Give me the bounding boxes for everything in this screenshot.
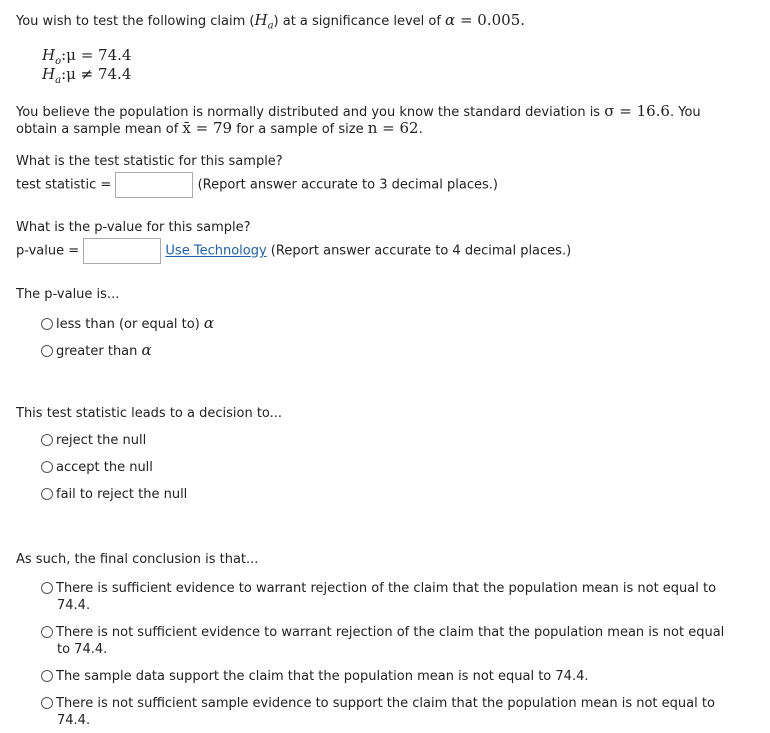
radio-button[interactable] xyxy=(41,670,53,682)
intro-line xyxy=(16,11,525,32)
alpha-symbol: α xyxy=(203,314,215,332)
option-label: accept the null xyxy=(56,460,153,475)
intro-middle: ) at a significance level of xyxy=(273,14,446,29)
alpha-symbol: α xyxy=(445,11,456,29)
intro-prefix: You wish to test the following claim ( xyxy=(16,14,255,29)
decision-option-fail-to-reject[interactable] xyxy=(41,487,187,502)
test-statistic-label: test statistic = xyxy=(16,177,112,193)
option-label: fail to reject the null xyxy=(56,487,188,502)
setup-text-2-end: . xyxy=(418,122,423,137)
compare-question: The p-value is... xyxy=(16,287,120,302)
radio-button[interactable] xyxy=(41,461,53,473)
conclusion-option-3[interactable] xyxy=(41,668,731,685)
null-hypothesis xyxy=(42,46,131,67)
alternative-hypothesis xyxy=(42,65,131,86)
setup-text-2-mid: for a sample of size xyxy=(232,122,368,137)
h0-subscript: o xyxy=(55,56,62,67)
conclusion-option-4[interactable] xyxy=(41,695,731,729)
option-label: The sample data support the claim that the population mean is not equal to 74.4. xyxy=(56,669,589,684)
decision-question: This test statistic leads to a decision to... xyxy=(16,406,283,421)
radio-button[interactable] xyxy=(41,345,53,357)
radio-button[interactable] xyxy=(41,626,53,638)
pvalue-row xyxy=(16,238,571,264)
use-technology-link[interactable]: Use Technology xyxy=(165,243,267,259)
option-label: reject the null xyxy=(56,433,147,448)
option-label: There is not sufficient evidence to warrant rejection of the claim that the population mean is not equal to 74.4. xyxy=(56,625,725,657)
compare-option-greater[interactable] xyxy=(41,341,152,359)
decision-option-accept[interactable] xyxy=(41,460,153,475)
sample-mean-value: x̄ = 79 xyxy=(182,119,233,137)
claim-subscript: a xyxy=(267,20,274,32)
ha-relation: :μ ≠ 74.4 xyxy=(61,65,132,83)
radio-button[interactable] xyxy=(41,697,53,709)
setup-text-1: You believe the population is normally distributed and you know the standard deviation is xyxy=(16,105,605,120)
test-statistic-row xyxy=(16,172,498,198)
option-label: There is not sufficient sample evidence to support the claim that the population mean is not equal to 74.4. xyxy=(56,696,715,728)
radio-button[interactable] xyxy=(41,434,53,446)
compare-option-less[interactable] xyxy=(41,314,214,332)
h0-symbol: H xyxy=(42,46,56,64)
option-label: There is sufficient evidence to warrant rejection of the claim that the population mean is not equal to 74.4. xyxy=(56,581,717,613)
decision-option-reject[interactable] xyxy=(41,433,146,448)
setup-line-1 xyxy=(16,102,701,120)
ha-subscript: a xyxy=(55,75,62,86)
test-statistic-input[interactable] xyxy=(115,172,193,198)
setup-text-1-end: . You xyxy=(669,105,701,120)
setup-line-2 xyxy=(16,119,423,137)
conclusion-option-1[interactable] xyxy=(41,580,731,614)
alpha-value: = 0.005. xyxy=(455,11,526,29)
conclusion-question: As such, the final conclusion is that... xyxy=(16,552,259,567)
test-statistic-note: (Report answer accurate to 3 decimal places.) xyxy=(197,177,498,193)
test-statistic-question: What is the test statistic for this sample? xyxy=(16,154,283,169)
claim-symbol: H xyxy=(254,11,268,29)
h0-relation: :μ = 74.4 xyxy=(61,46,132,64)
sigma-value: σ = 16.6 xyxy=(604,102,670,120)
ha-symbol: H xyxy=(42,65,56,83)
pvalue-label: p-value = xyxy=(16,243,80,259)
pvalue-input[interactable] xyxy=(83,238,161,264)
option-label: less than (or equal to) xyxy=(56,317,204,332)
conclusion-option-2[interactable] xyxy=(41,624,731,658)
sample-size-value: n = 62 xyxy=(367,119,419,137)
pvalue-question: What is the p-value for this sample? xyxy=(16,220,251,235)
radio-button[interactable] xyxy=(41,582,53,594)
radio-button[interactable] xyxy=(41,488,53,500)
pvalue-note: (Report answer accurate to 4 decimal places.) xyxy=(266,243,572,259)
setup-text-2: obtain a sample mean of xyxy=(16,122,183,137)
alpha-symbol: α xyxy=(141,341,152,359)
option-label: greater than xyxy=(56,344,142,359)
radio-button[interactable] xyxy=(41,318,53,330)
